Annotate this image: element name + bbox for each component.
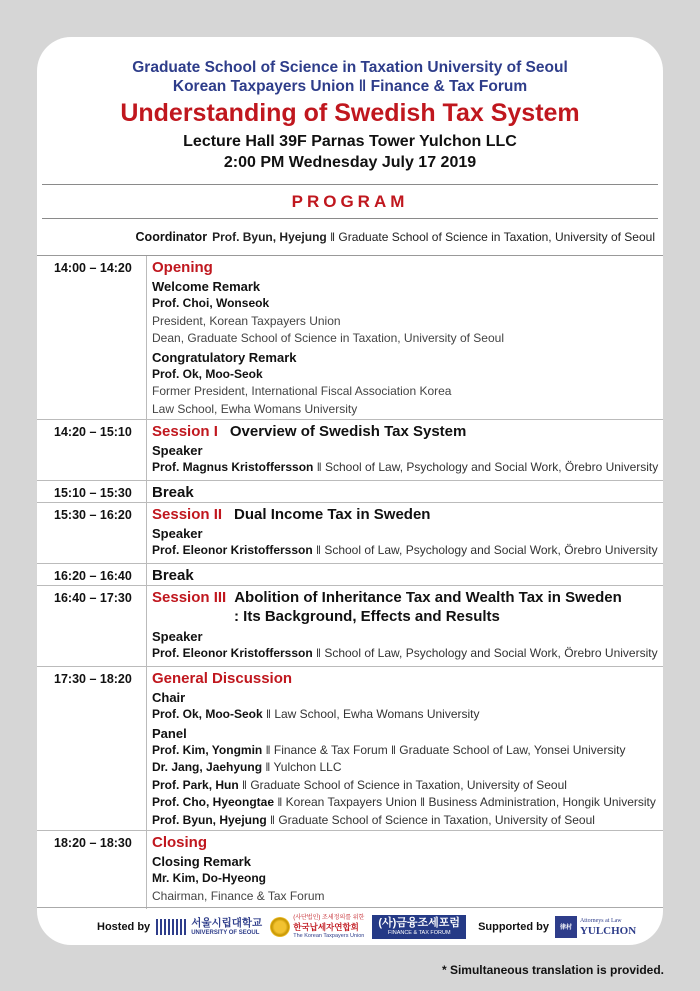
person-name: Prof. Eleonor Kristoffersson xyxy=(152,543,313,557)
person-name: Dr. Jang, Jaehyung xyxy=(152,760,263,774)
session-label: Session I xyxy=(152,423,218,440)
hosted-by-label: Hosted by xyxy=(97,920,151,933)
session-body xyxy=(147,420,663,480)
role-label: Speaker xyxy=(152,629,203,644)
schedule-row-break xyxy=(37,481,663,503)
affiliation: ‖ Finance & Tax Forum ‖ Graduate School of Law, Yonsei University xyxy=(262,742,626,757)
time-slot: 18:20 – 18:30 xyxy=(37,831,147,909)
session-title: Overview of Swedish Tax System xyxy=(229,423,467,440)
uos-logo xyxy=(156,917,262,937)
person-name: Prof. Choi, Wonseok xyxy=(152,296,270,310)
coordinator-label: Coordinator xyxy=(135,230,208,244)
organizers: Korean Taxpayers Union ‖ Finance & Tax Forum xyxy=(172,78,528,95)
supported-by-label: Supported by xyxy=(478,920,549,933)
ktu-logo-small: (사단법인) 조세정의를 위한 xyxy=(293,914,365,921)
affiliation: Law School, Ewha Womans University xyxy=(152,401,358,416)
person-name: Prof. Kim, Yongmin xyxy=(152,742,263,757)
venue: Lecture Hall 39F Parnas Tower Yulchon LLC xyxy=(183,133,517,150)
affiliation: ‖ Graduate School of Science in Taxation, University of Seoul xyxy=(266,812,595,827)
session-title: Abolition of Inheritance Tax and Wealth Tax in Sweden xyxy=(234,589,622,606)
schedule-row-break xyxy=(37,564,663,586)
role-label: Closing Remark xyxy=(152,854,251,869)
session-title: Dual Income Tax in Sweden xyxy=(234,506,431,523)
role-label: Speaker xyxy=(152,443,203,458)
affiliation: ‖ Yulchon LLC xyxy=(262,760,342,774)
coordinator xyxy=(37,219,663,255)
role-label: Speaker xyxy=(152,526,203,541)
schedule-row-session-1 xyxy=(37,420,663,481)
yulchon-logo-name: YULCHON xyxy=(579,924,637,937)
time-slot: 16:20 – 16:40 xyxy=(37,564,147,585)
time-slot: 17:30 – 18:20 xyxy=(37,667,147,830)
session-body xyxy=(147,481,663,502)
session-label: Session II xyxy=(152,506,223,523)
person-name: Mr. Kim, Do-Hyeong xyxy=(152,871,267,885)
ktu-logo xyxy=(270,914,364,940)
ftf-logo xyxy=(372,915,466,939)
coordinator-affiliation: ‖ Graduate School of Science in Taxation, University of Seoul xyxy=(326,230,655,244)
ftf-logo-en: FINANCE & TAX FORUM xyxy=(387,929,451,936)
affiliation: ‖ School of Law, Psychology and Social Work, Örebro University xyxy=(312,543,658,557)
affiliation: Chairman, Finance & Tax Forum xyxy=(152,888,325,903)
affiliation: ‖ Law School, Ewha Womans University xyxy=(262,707,480,721)
person-name: Prof. Park, Hun xyxy=(152,777,239,792)
yulchon-badge-icon: 律村 xyxy=(555,916,577,938)
affiliation: Dean, Graduate School of Science in Taxation, University of Seoul xyxy=(152,331,504,345)
affiliation: Former President, International Fiscal Association Korea xyxy=(152,384,452,398)
school-name: Graduate School of Science in Taxation University of Seoul xyxy=(132,59,568,76)
schedule-row-closing xyxy=(37,831,663,909)
ftf-logo-kr: (사)금융조세포럼 xyxy=(378,916,461,929)
affiliation: ‖ School of Law, Psychology and Social Work, Örebro University xyxy=(312,646,658,660)
session-title: Break xyxy=(152,567,194,584)
yulchon-logo-small: Attorneys at Law xyxy=(579,917,622,924)
person-name: Prof. Eleonor Kristoffersson xyxy=(152,646,313,660)
affiliation: ‖ Graduate School of Science in Taxation, University of Seoul xyxy=(238,777,567,792)
session-body xyxy=(147,667,663,830)
session-body xyxy=(147,831,663,909)
page-title: Understanding of Swedish Tax System xyxy=(120,99,580,127)
person-name: Prof. Magnus Kristoffersson xyxy=(152,460,314,474)
schedule-table xyxy=(37,255,663,909)
session-body xyxy=(147,586,663,666)
yulchon-logo xyxy=(555,916,636,938)
schedule-row-session-3 xyxy=(37,586,663,667)
time-slot: 16:40 – 17:30 xyxy=(37,586,147,666)
footer xyxy=(37,907,663,945)
schedule-row-session-2 xyxy=(37,503,663,564)
session-title: General Discussion xyxy=(152,670,293,687)
session-title: Closing xyxy=(152,834,207,851)
ktu-seal-icon xyxy=(270,917,290,937)
schedule-row-opening xyxy=(37,256,663,420)
affiliation: President, Korean Taxpayers Union xyxy=(152,313,341,328)
person-name: Prof. Cho, Hyeongtae xyxy=(152,795,275,809)
session-body xyxy=(147,564,663,585)
datetime: 2:00 PM Wednesday July 17 2019 xyxy=(223,154,477,171)
session-body xyxy=(147,503,663,563)
coordinator-name: Prof. Byun, Hyejung xyxy=(212,230,327,244)
program-card xyxy=(37,37,663,945)
role-label: Welcome Remark xyxy=(152,279,261,294)
session-label: Session III xyxy=(152,589,227,606)
time-slot: 15:30 – 16:20 xyxy=(37,503,147,563)
schedule-row-discussion xyxy=(37,667,663,831)
person-name: Prof. Byun, Hyejung xyxy=(152,812,267,827)
time-slot: 14:00 – 14:20 xyxy=(37,256,147,419)
affiliation: ‖ Korean Taxpayers Union ‖ Business Administration, Hongik University xyxy=(274,795,656,809)
ktu-logo-kr: 한국납세자연합회 xyxy=(293,921,359,932)
uos-logo-kr: 서울시립대학교 xyxy=(191,916,263,929)
role-label: Congratulatory Remark xyxy=(152,349,297,365)
program-heading: PROGRAM xyxy=(291,192,409,211)
session-title: Break xyxy=(152,484,194,501)
uos-logo-en: UNIVERSITY OF SEOUL xyxy=(191,929,260,936)
session-subtitle: : Its Background, Effects and Results xyxy=(234,608,500,625)
person-name: Prof. Ok, Moo-Seok xyxy=(152,707,263,721)
header xyxy=(37,37,663,173)
translation-note: * Simultaneous translation is provided. xyxy=(441,963,664,977)
person-name: Prof. Ok, Moo-Seok xyxy=(152,366,263,381)
session-body xyxy=(147,256,663,419)
role-label: Panel xyxy=(152,725,187,741)
ktu-logo-en: The Korean Taxpayers Union xyxy=(293,932,365,939)
role-label: Chair xyxy=(152,690,186,705)
affiliation: ‖ School of Law, Psychology and Social Work, Örebro University xyxy=(313,460,659,474)
uos-emblem-icon xyxy=(156,919,188,935)
time-slot: 14:20 – 15:10 xyxy=(37,420,147,480)
time-slot: 15:10 – 15:30 xyxy=(37,481,147,502)
session-title: Opening xyxy=(152,259,213,276)
